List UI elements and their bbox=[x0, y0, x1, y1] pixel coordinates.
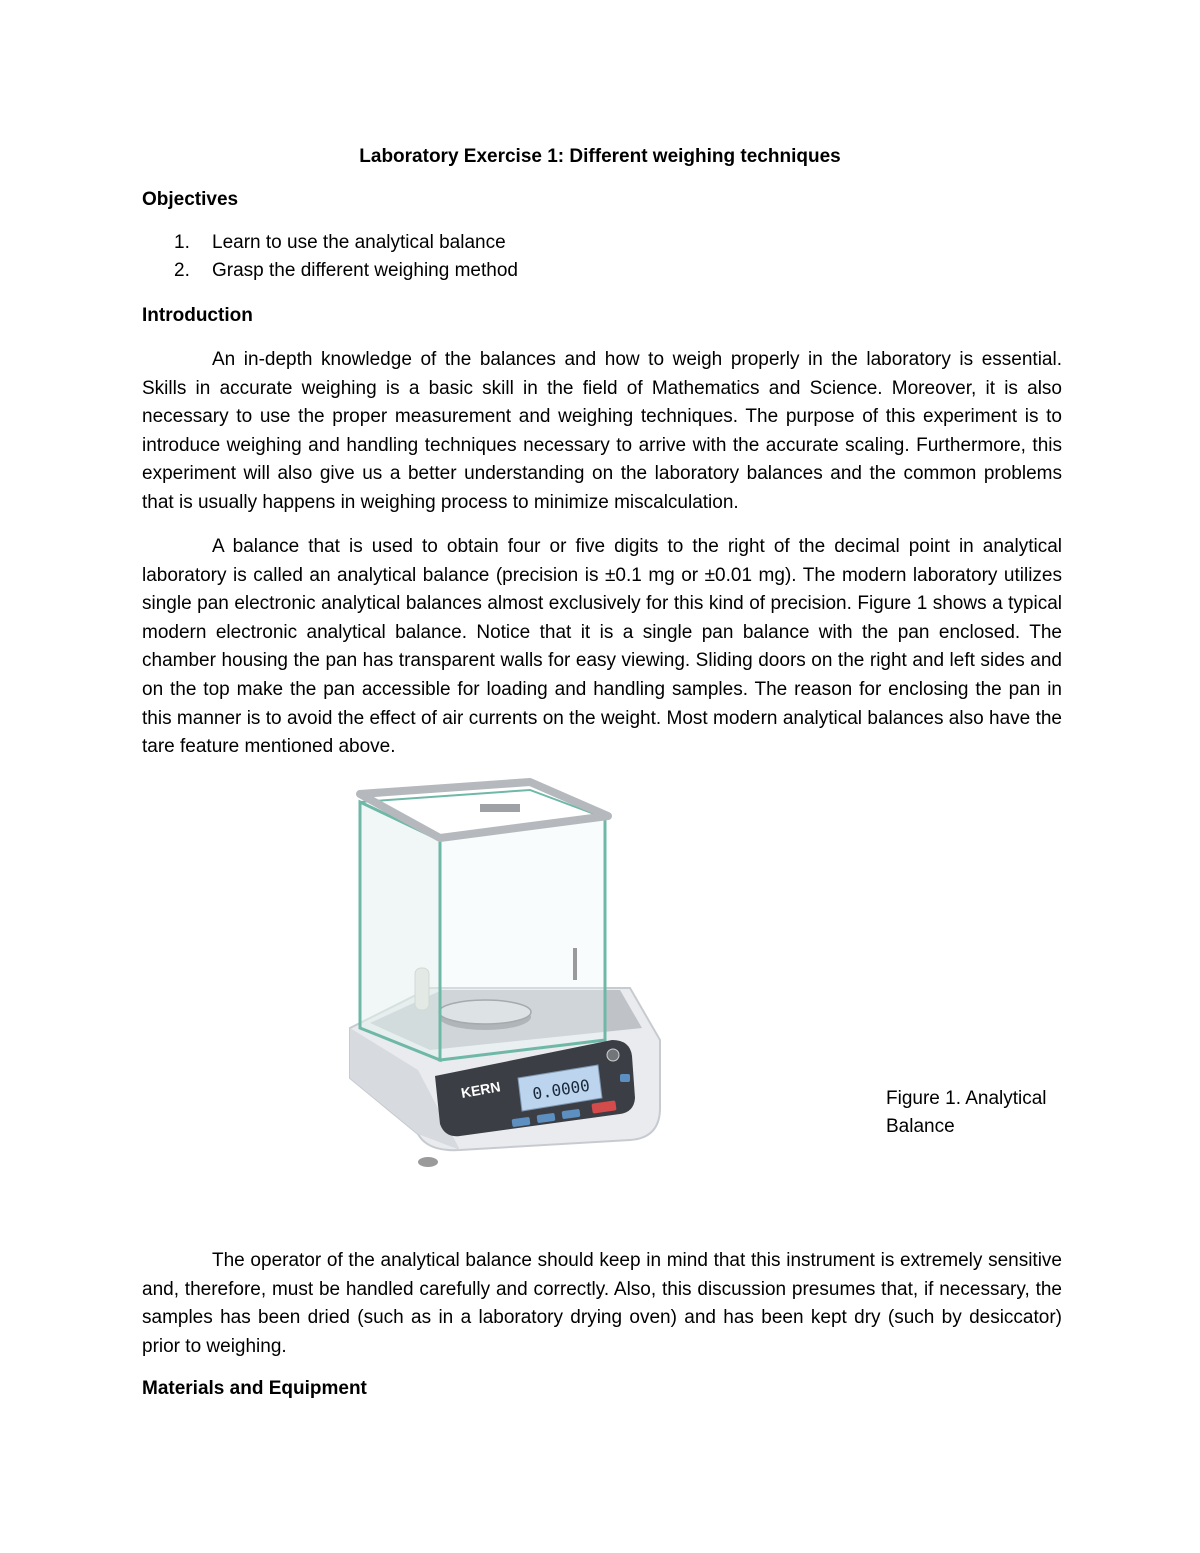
list-item-number: 2. bbox=[174, 260, 190, 281]
list-item bbox=[142, 229, 518, 257]
intro-paragraph-2: A balance that is used to obtain four or five digits to the right of the decimal point in analytical laboratory is called an analytical balance (precision is ±0.1 mg or ±0.01 mg). The modern laboratory utilizes single pan electronic analytical balances almost exclusively for this kind of precision. Figure 1 shows a typical modern electronic analytical balance. Notice that it is a single pan balance with the pan enclosed. The chamber housing the pan has transparent walls for easy viewing. Sliding doors on the right and left sides and on the top make the pan accessible for loading and handling samples. The reason for enclosing the pan in this manner is to avoid the effect of air currents on the weight. Most modern analytical balances also have the tare feature mentioned above. bbox=[142, 536, 1062, 758]
display-value: 0.0000 bbox=[531, 1075, 592, 1104]
analytical-balance-figure bbox=[330, 778, 680, 1178]
list-item-text: Learn to use the analytical balance bbox=[212, 232, 506, 253]
brand-logo: KERN bbox=[459, 1078, 502, 1101]
objectives-heading: Objectives bbox=[142, 189, 239, 210]
list-item-text: Grasp the different weighing method bbox=[212, 260, 518, 281]
analytical-balance-illustration-icon bbox=[330, 778, 680, 1178]
document-title: Laboratory Exercise 1: Different weighing techniques bbox=[359, 146, 841, 167]
list-item-number: 1. bbox=[174, 232, 190, 253]
list-item bbox=[142, 257, 518, 285]
intro-paragraph-1: An in-depth knowledge of the balances and how to weigh properly in the laboratory is essential. Skills in accurate weighing is a basic skill in the field of Mathematics and Science. Moreover, it is also necessary to use the proper measurement and weighing techniques. The purpose of this experiment is to introduce weighing and handling techniques necessary to arrive with the accurate scaling. Furthermore, this experiment will also give us a better understanding on the laboratory balances and the common problems that is usually happens in weighing process to minimize miscalculation. bbox=[142, 349, 1062, 513]
introduction-heading: Introduction bbox=[142, 305, 253, 326]
intro-paragraph-3: The operator of the analytical balance should keep in mind that this instrument is extremely sensitive and, therefore, must be handled carefully and correctly. Also, this discussion presumes that, if necessary, the samples has been dried (such as in a laboratory drying oven) and has been kept dry (such by desiccator) prior to weighing. bbox=[142, 1250, 1062, 1357]
materials-heading: Materials and Equipment bbox=[142, 1378, 367, 1399]
objectives-list bbox=[142, 229, 518, 285]
figure-caption: Figure 1. Analytical Balance bbox=[886, 1088, 1047, 1137]
